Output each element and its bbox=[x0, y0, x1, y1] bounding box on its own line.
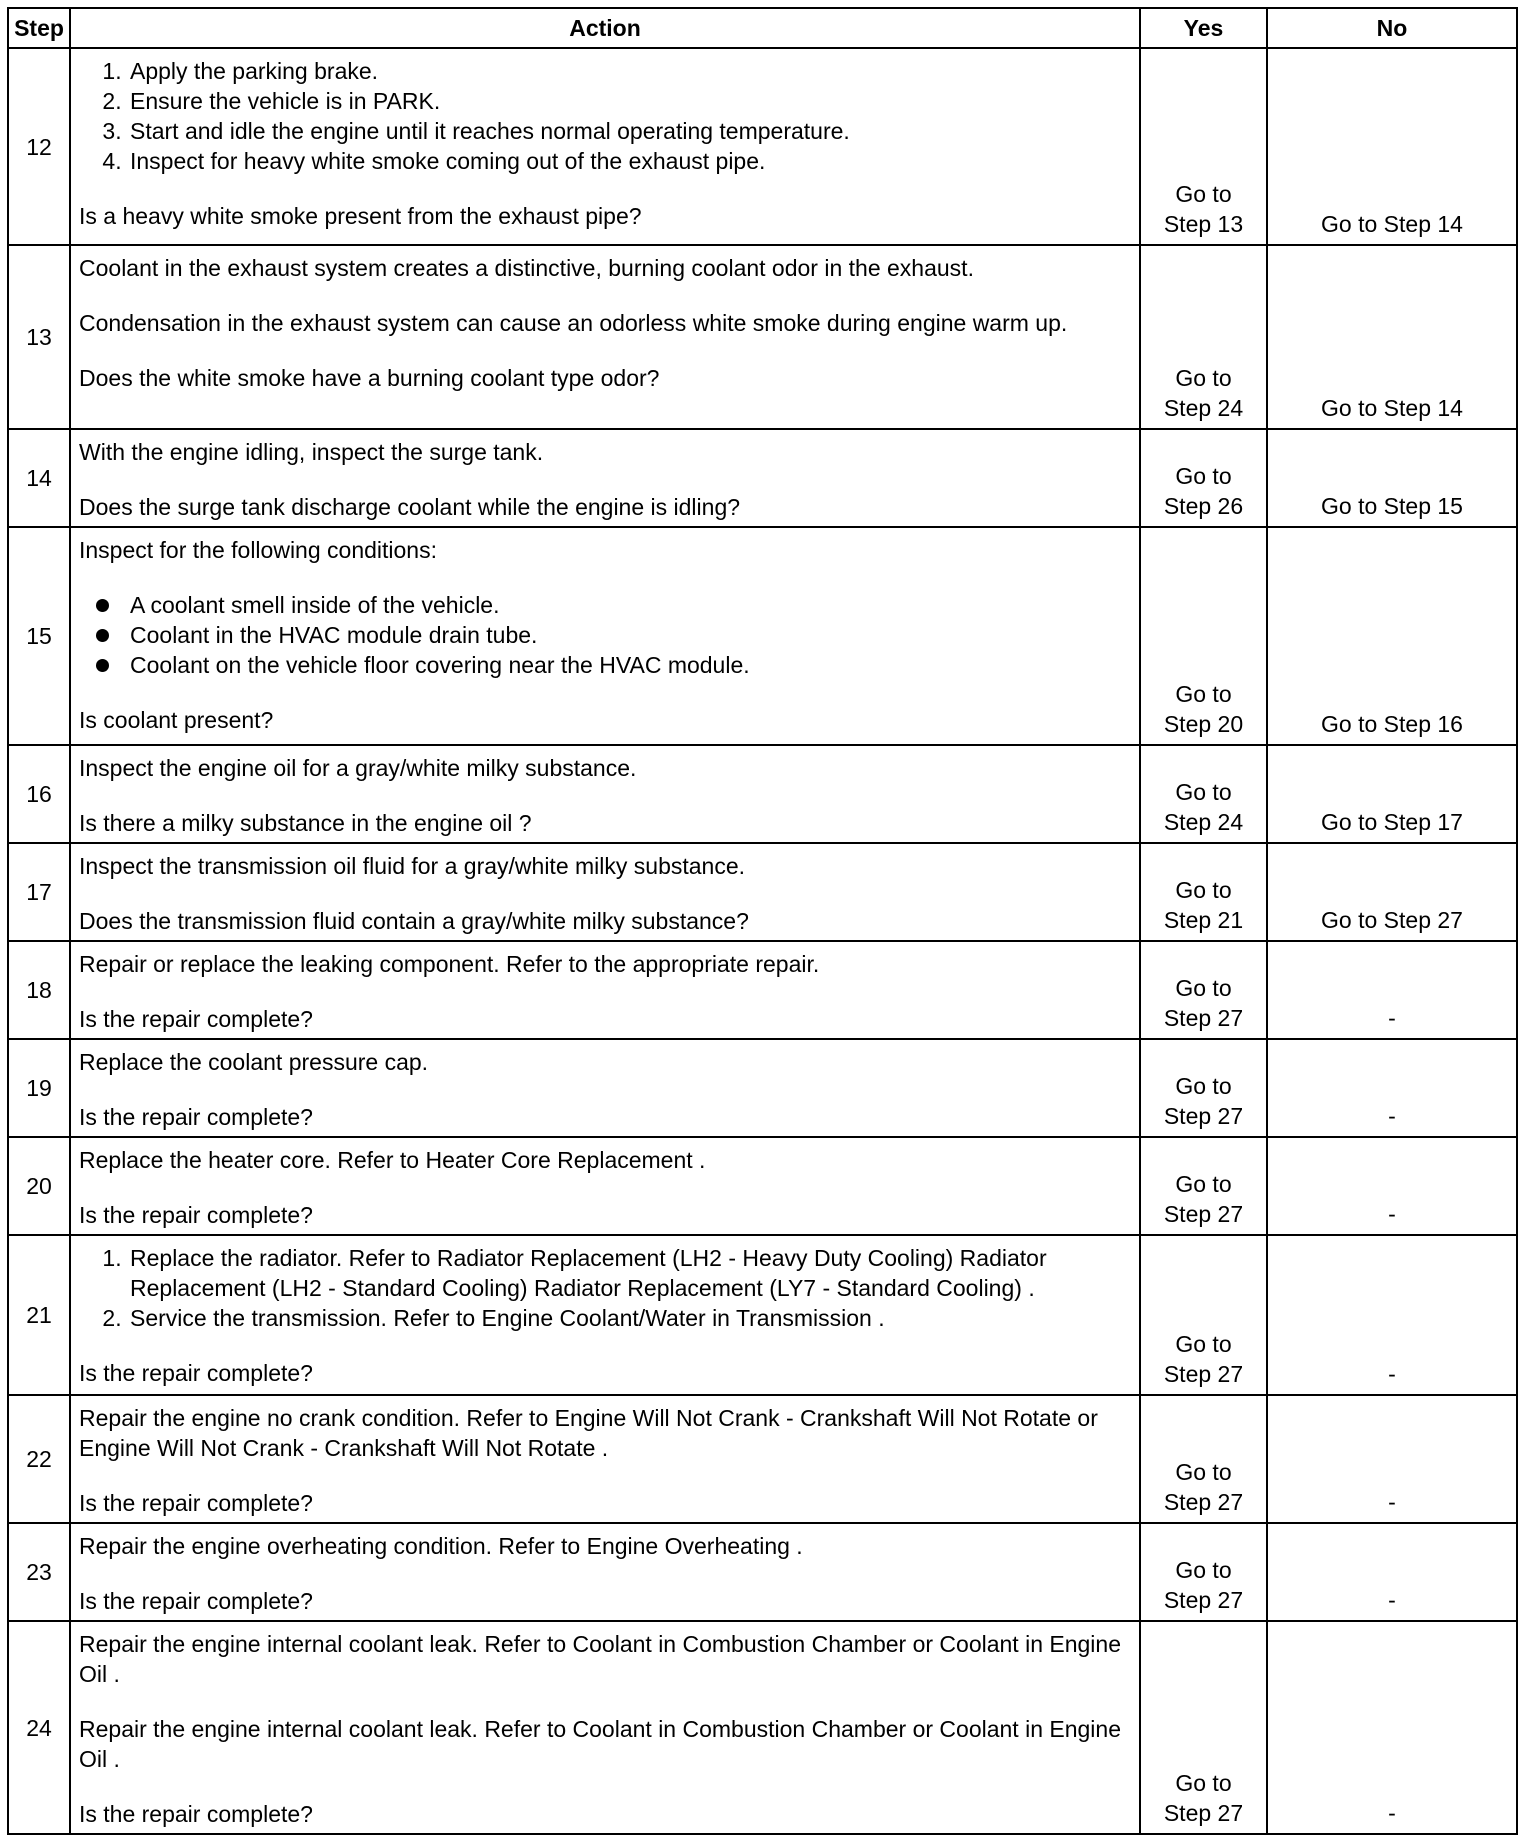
yes-cell bbox=[1140, 843, 1267, 941]
yes-cell bbox=[1140, 1137, 1267, 1235]
question-text: Is the repair complete? bbox=[79, 1104, 313, 1130]
step-number: 12 bbox=[8, 48, 70, 245]
action-text: Coolant in the exhaust system creates a distinctive, burning coolant odor in the exhaust. bbox=[79, 255, 974, 281]
question-text: Does the surge tank discharge coolant while the engine is idling? bbox=[79, 494, 741, 520]
action-cell bbox=[70, 941, 1140, 1039]
yes-go-to: Go to bbox=[1175, 1770, 1232, 1796]
no-cell: Go to Step 17 bbox=[1267, 745, 1517, 843]
question-text: Is the repair complete? bbox=[79, 1202, 313, 1228]
action-text: Replace the coolant pressure cap. bbox=[79, 1049, 429, 1075]
table-row-step-20 bbox=[8, 1137, 1517, 1235]
no-cell: Go to Step 15 bbox=[1267, 429, 1517, 527]
action-cell bbox=[70, 245, 1140, 429]
action-cell bbox=[70, 1235, 1140, 1395]
step-number: 23 bbox=[8, 1523, 70, 1621]
no-cell: Go to Step 14 bbox=[1267, 245, 1517, 429]
action-cell bbox=[70, 1395, 1140, 1523]
step-number: 18 bbox=[8, 941, 70, 1039]
yes-cell bbox=[1140, 48, 1267, 245]
list-item: Coolant on the vehicle floor covering near the HVAC module. bbox=[128, 650, 1131, 680]
diagnostic-table-sheet bbox=[7, 7, 1516, 1835]
yes-cell bbox=[1140, 245, 1267, 429]
list-item: 3. Start and idle the engine until it reaches normal operating temperature. bbox=[128, 116, 1131, 146]
no-cell: Go to Step 16 bbox=[1267, 527, 1517, 745]
yes-cell bbox=[1140, 429, 1267, 527]
no-cell: - bbox=[1267, 941, 1517, 1039]
table-row-step-12 bbox=[8, 48, 1517, 245]
header-action: Action bbox=[70, 8, 1140, 48]
yes-go-to: Go to bbox=[1175, 779, 1232, 805]
header-step: Step bbox=[8, 8, 70, 48]
table-row-step-17 bbox=[8, 843, 1517, 941]
no-cell: Go to Step 27 bbox=[1267, 843, 1517, 941]
question-text: Does the white smoke have a burning coolant type odor? bbox=[79, 365, 660, 391]
action-cell bbox=[70, 1039, 1140, 1137]
action-text: Condensation in the exhaust system can cause an odorless white smoke during engine warm up. bbox=[79, 310, 1068, 336]
action-text: With the engine idling, inspect the surge tank. bbox=[79, 439, 544, 465]
yes-go-to: Go to bbox=[1175, 877, 1232, 903]
diagnostic-table bbox=[7, 7, 1518, 1835]
yes-cell bbox=[1140, 745, 1267, 843]
header-no: No bbox=[1267, 8, 1517, 48]
yes-step: Step 20 bbox=[1163, 711, 1244, 737]
action-cell bbox=[70, 527, 1140, 745]
table-row-step-23 bbox=[8, 1523, 1517, 1621]
no-cell: - bbox=[1267, 1395, 1517, 1523]
list-item: Coolant in the HVAC module drain tube. bbox=[128, 620, 1131, 650]
yes-cell bbox=[1140, 1395, 1267, 1523]
yes-step: Step 27 bbox=[1163, 1489, 1244, 1515]
action-text: Repair the engine internal coolant leak. Refer to Coolant in Combustion Chamber or Coolant in Engine Oil . bbox=[79, 1716, 1121, 1772]
yes-step: Step 27 bbox=[1163, 1005, 1244, 1031]
step-number: 17 bbox=[8, 843, 70, 941]
table-row-step-16 bbox=[8, 745, 1517, 843]
yes-step: Step 21 bbox=[1163, 907, 1244, 933]
yes-step: Step 13 bbox=[1163, 211, 1244, 237]
table-row-step-21 bbox=[8, 1235, 1517, 1395]
yes-go-to: Go to bbox=[1175, 1459, 1232, 1485]
question-text: Is coolant present? bbox=[79, 707, 274, 733]
list-item: 1. Apply the parking brake. bbox=[128, 56, 1131, 86]
yes-go-to: Go to bbox=[1175, 181, 1232, 207]
list-item: 2. Service the transmission. Refer to Engine Coolant/Water in Transmission . bbox=[128, 1303, 1131, 1333]
step-number: 14 bbox=[8, 429, 70, 527]
no-cell: - bbox=[1267, 1523, 1517, 1621]
question-text: Is the repair complete? bbox=[79, 1588, 313, 1614]
header-yes: Yes bbox=[1140, 8, 1267, 48]
action-text: Repair the engine no crank condition. Refer to Engine Will Not Crank - Crankshaft Will Not Rotate or Engine Will Not Crank - Crankshaft Will Not Rotate . bbox=[79, 1405, 1098, 1461]
yes-cell bbox=[1140, 941, 1267, 1039]
condition-list bbox=[79, 590, 1131, 680]
step-number: 24 bbox=[8, 1621, 70, 1834]
question-text: Is there a milky substance in the engine oil ? bbox=[79, 810, 532, 836]
yes-go-to: Go to bbox=[1175, 365, 1232, 391]
procedure-list bbox=[79, 1243, 1131, 1333]
table-row-step-13 bbox=[8, 245, 1517, 429]
yes-step: Step 27 bbox=[1163, 1361, 1244, 1387]
header-row bbox=[8, 8, 1517, 48]
action-text: Repair the engine internal coolant leak. Refer to Coolant in Combustion Chamber or Coolant in Engine Oil . bbox=[79, 1631, 1121, 1687]
list-item: 1. Replace the radiator. Refer to Radiator Replacement (LH2 - Heavy Duty Cooling) Radiator Replacement (LH2 - Standard Cooling) Radiator Replacement (LY7 - Standard Cooling) . bbox=[128, 1243, 1131, 1303]
action-text: Inspect for the following conditions: bbox=[79, 537, 437, 563]
action-cell bbox=[70, 1621, 1140, 1834]
action-cell bbox=[70, 843, 1140, 941]
no-cell: - bbox=[1267, 1621, 1517, 1834]
procedure-list bbox=[79, 56, 1131, 176]
yes-step: Step 27 bbox=[1163, 1103, 1244, 1129]
yes-cell bbox=[1140, 1235, 1267, 1395]
table-row-step-15 bbox=[8, 527, 1517, 745]
action-cell bbox=[70, 745, 1140, 843]
yes-go-to: Go to bbox=[1175, 1557, 1232, 1583]
question-text: Is the repair complete? bbox=[79, 1801, 313, 1827]
yes-go-to: Go to bbox=[1175, 1073, 1232, 1099]
yes-step: Step 27 bbox=[1163, 1587, 1244, 1613]
yes-go-to: Go to bbox=[1175, 975, 1232, 1001]
no-cell: Go to Step 14 bbox=[1267, 48, 1517, 245]
table-row-step-14 bbox=[8, 429, 1517, 527]
action-text: Repair the engine overheating condition. Refer to Engine Overheating . bbox=[79, 1533, 803, 1559]
list-item: 4. Inspect for heavy white smoke coming out of the exhaust pipe. bbox=[128, 146, 1131, 176]
question-text: Is a heavy white smoke present from the exhaust pipe? bbox=[79, 203, 642, 229]
yes-step: Step 24 bbox=[1163, 809, 1244, 835]
table-row-step-22 bbox=[8, 1395, 1517, 1523]
no-cell: - bbox=[1267, 1235, 1517, 1395]
action-text: Replace the heater core. Refer to Heater Core Replacement . bbox=[79, 1147, 706, 1173]
action-text: Inspect the transmission oil fluid for a gray/white milky substance. bbox=[79, 853, 746, 879]
action-text: Repair or replace the leaking component. Refer to the appropriate repair. bbox=[79, 951, 820, 977]
table-row-step-18 bbox=[8, 941, 1517, 1039]
no-cell: - bbox=[1267, 1137, 1517, 1235]
step-number: 13 bbox=[8, 245, 70, 429]
table-row-step-24 bbox=[8, 1621, 1517, 1834]
step-number: 22 bbox=[8, 1395, 70, 1523]
action-cell bbox=[70, 429, 1140, 527]
question-text: Is the repair complete? bbox=[79, 1490, 313, 1516]
step-number: 16 bbox=[8, 745, 70, 843]
yes-step: Step 24 bbox=[1163, 395, 1244, 421]
step-number: 20 bbox=[8, 1137, 70, 1235]
action-cell bbox=[70, 1523, 1140, 1621]
no-cell: - bbox=[1267, 1039, 1517, 1137]
question-text: Does the transmission fluid contain a gray/white milky substance? bbox=[79, 908, 749, 934]
action-cell bbox=[70, 1137, 1140, 1235]
yes-cell bbox=[1140, 527, 1267, 745]
question-text: Is the repair complete? bbox=[79, 1360, 313, 1386]
step-number: 21 bbox=[8, 1235, 70, 1395]
question-text: Is the repair complete? bbox=[79, 1006, 313, 1032]
action-text: Inspect the engine oil for a gray/white milky substance. bbox=[79, 755, 637, 781]
table-row-step-19 bbox=[8, 1039, 1517, 1137]
step-number: 19 bbox=[8, 1039, 70, 1137]
yes-go-to: Go to bbox=[1175, 1171, 1232, 1197]
action-cell bbox=[70, 48, 1140, 245]
yes-cell bbox=[1140, 1039, 1267, 1137]
list-item: A coolant smell inside of the vehicle. bbox=[128, 590, 1131, 620]
yes-go-to: Go to bbox=[1175, 681, 1232, 707]
yes-cell bbox=[1140, 1621, 1267, 1834]
list-item: 2. Ensure the vehicle is in PARK. bbox=[128, 86, 1131, 116]
yes-go-to: Go to bbox=[1175, 463, 1232, 489]
yes-step: Step 27 bbox=[1163, 1800, 1244, 1826]
yes-cell bbox=[1140, 1523, 1267, 1621]
yes-step: Step 27 bbox=[1163, 1201, 1244, 1227]
yes-step: Step 26 bbox=[1163, 493, 1244, 519]
yes-go-to: Go to bbox=[1175, 1331, 1232, 1357]
step-number: 15 bbox=[8, 527, 70, 745]
